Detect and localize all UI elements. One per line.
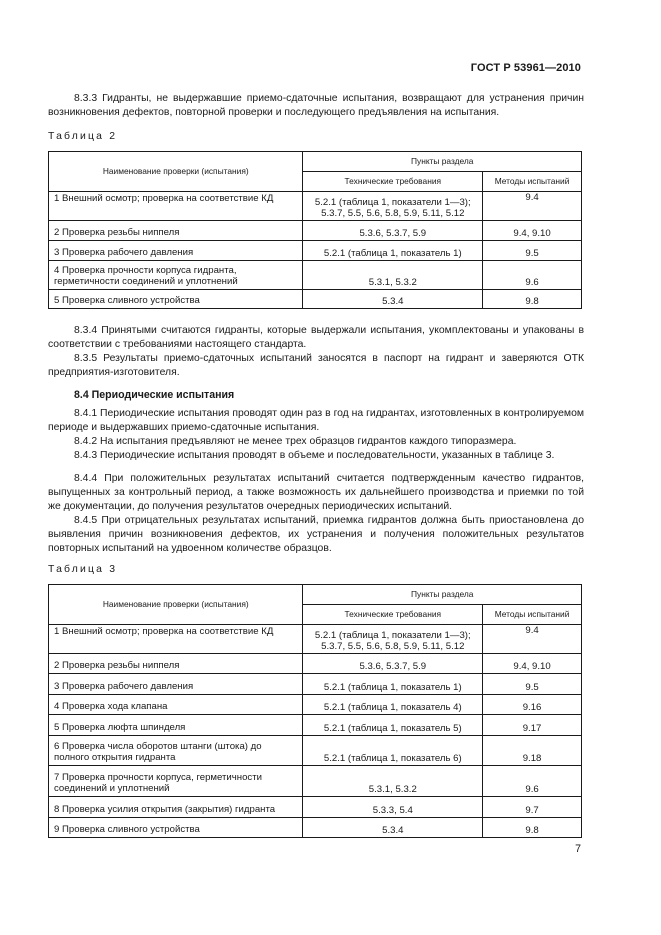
table-2-cell-method: 9.8 — [483, 290, 582, 309]
table-row — [49, 221, 582, 241]
table-3-cell-method: 9.6 — [483, 766, 582, 797]
table-2-cell-name: 4 Проверка прочности корпуса гидранта, герметичности соединений и уплотнений — [49, 261, 303, 290]
table-2-cell-requirements: 5.3.4 — [303, 290, 483, 309]
table-2-cell-method: 9.4, 9.10 — [483, 221, 582, 241]
table-3-cell-requirements: 5.2.1 (таблица 1, показатель 6) — [303, 736, 483, 766]
table-2-cell-name: 2 Проверка резьбы ниппеля — [49, 221, 303, 241]
table-row — [49, 715, 582, 736]
table-3-header-requirements: Технические требования — [303, 605, 483, 625]
table-2-cell-method: 9.6 — [483, 261, 582, 290]
table-3-cell-name: 7 Проверка прочности корпуса, герметичности соединений и уплотнений — [49, 766, 303, 797]
table-2-cell-method: 9.5 — [483, 241, 582, 261]
table-2-cell-requirements: 5.3.6, 5.3.7, 5.9 — [303, 221, 483, 241]
table-3-cell-name: 4 Проверка хода клапана — [49, 695, 303, 715]
paragraph-8-3-3: 8.3.3 Гидранты, не выдержавшие приемо-сдаточные испытания, возвращают для устранения причин возникновения дефектов, повторной проверки и последующего предъявления на испытания. — [48, 93, 584, 119]
paragraph-8-4-5: 8.4.5 При отрицательных результатах испытаний, приемка гидрантов должна быть приостановлена до выявления причин возникновения дефектов, их устранения и получения положительных результатов повторных испытаний на удвоенном количестве образцов. — [48, 515, 584, 555]
table-3-cell-requirements: 5.3.3, 5.4 — [303, 797, 483, 818]
table-3-cell-method: 9.18 — [483, 736, 582, 766]
table-3-cell-requirements: 5.3.4 — [303, 818, 483, 838]
table-3-cell-method: 9.5 — [483, 674, 582, 695]
table-3-header-name: Наименование проверки (испытания) — [49, 585, 303, 625]
table-3-caption: Таблица 3 — [48, 564, 118, 575]
table-2-cell-requirements: 5.2.1 (таблица 1, показатели 1—3); 5.3.7, 5.5, 5.6, 5.8, 5.9, 5.11, 5.12 — [303, 192, 483, 221]
table-row — [49, 766, 582, 797]
table-3-cell-name: 6 Проверка числа оборотов штанги (штока) до полного открытия гидранта — [49, 736, 303, 766]
table-row — [49, 695, 582, 715]
table-3-header-group: Пункты раздела — [303, 585, 582, 605]
table-2-cell-name: 1 Внешний осмотр; проверка на соответствие КД — [49, 192, 303, 221]
paragraph-8-3-4: 8.3.4 Принятыми считаются гидранты, которые выдержали испытания, укомплектованы и упакованы в соответствии с требованиями настоящего стандарта. — [48, 325, 584, 351]
table-row — [49, 736, 582, 766]
paragraph-8-4-1: 8.4.1 Периодические испытания проводят один раз в год на гидрантах, изготовленных в контролируемом периоде и выдержавших приемо-сдаточные испытания. — [48, 408, 584, 434]
table-row — [49, 241, 582, 261]
table-2-cell-name: 5 Проверка сливного устройства — [49, 290, 303, 309]
table-3-cell-method: 9.7 — [483, 797, 582, 818]
table-row — [49, 290, 582, 309]
table-row — [49, 625, 582, 654]
document-header: ГОСТ Р 53961—2010 — [470, 62, 581, 74]
table-3-cell-name: 2 Проверка резьбы ниппеля — [49, 654, 303, 674]
table-2-caption: Таблица 2 — [48, 131, 118, 142]
paragraph-8-3-5: 8.3.5 Результаты приемо-сдаточных испытаний заносятся в паспорт на гидрант и заверяются ОТК предприятия-изготовителя. — [48, 353, 584, 379]
table-2-cell-requirements: 5.2.1 (таблица 1, показатель 1) — [303, 241, 483, 261]
table-3-cell-method: 9.4 — [483, 625, 582, 654]
paragraph-8-4-3: 8.4.3 Периодические испытания проводят в объеме и последовательности, указанных в таблице 3. — [74, 450, 555, 461]
table-3-cell-name: 5 Проверка люфта шпинделя — [49, 715, 303, 736]
table-2-cell-method: 9.4 — [483, 192, 582, 221]
table-3-cell-method: 9.4, 9.10 — [483, 654, 582, 674]
table-3-cell-requirements: 5.2.1 (таблица 1, показатель 1) — [303, 674, 483, 695]
table-2-header-methods: Методы испытаний — [483, 172, 582, 192]
table-3-cell-name: 8 Проверка усилия открытия (закрытия) гидранта — [49, 797, 303, 818]
table-row — [49, 674, 582, 695]
table-3-cell-name: 9 Проверка сливного устройства — [49, 818, 303, 838]
table-3-cell-requirements: 5.3.6, 5.3.7, 5.9 — [303, 654, 483, 674]
table-row — [49, 654, 582, 674]
table-row — [49, 261, 582, 290]
table-row — [49, 818, 582, 838]
page-number: 7 — [575, 843, 581, 855]
table-3-cell-method: 9.8 — [483, 818, 582, 838]
table-2-cell-name: 3 Проверка рабочего давления — [49, 241, 303, 261]
table-row — [49, 192, 582, 221]
table-3-cell-method: 9.17 — [483, 715, 582, 736]
table-2-header-name: Наименование проверки (испытания) — [49, 152, 303, 192]
table-3-cell-name: 3 Проверка рабочего давления — [49, 674, 303, 695]
table-2-header-group: Пункты раздела — [303, 152, 582, 172]
section-heading-8-4: 8.4 Периодические испытания — [74, 389, 235, 401]
paragraph-8-4-2: 8.4.2 На испытания предъявляют не менее трех образцов гидрантов каждого типоразмера. — [74, 436, 517, 447]
table-3-cell-requirements: 5.2.1 (таблица 1, показатель 5) — [303, 715, 483, 736]
table-2 — [48, 151, 582, 309]
table-2-header-requirements: Технические требования — [303, 172, 483, 192]
table-row — [49, 797, 582, 818]
table-3-header-methods: Методы испытаний — [483, 605, 582, 625]
table-3-cell-requirements: 5.2.1 (таблица 1, показатели 1—3); 5.3.7, 5.5, 5.6, 5.8, 5.9, 5.11, 5.12 — [303, 625, 483, 654]
table-2-cell-requirements: 5.3.1, 5.3.2 — [303, 261, 483, 290]
paragraph-8-4-4: 8.4.4 При положительных результатах испытаний считается подтвержденным качество гидрантов, выпущенных за контрольный период, а также возможность их дальнейшего производства и приемки по той же документации, до получения результатов очередных периодических испытаний. — [48, 473, 584, 513]
table-3-cell-name: 1 Внешний осмотр; проверка на соответствие КД — [49, 625, 303, 654]
table-3-cell-requirements: 5.3.1, 5.3.2 — [303, 766, 483, 797]
table-3-cell-requirements: 5.2.1 (таблица 1, показатель 4) — [303, 695, 483, 715]
table-3-cell-method: 9.16 — [483, 695, 582, 715]
table-3 — [48, 584, 582, 838]
